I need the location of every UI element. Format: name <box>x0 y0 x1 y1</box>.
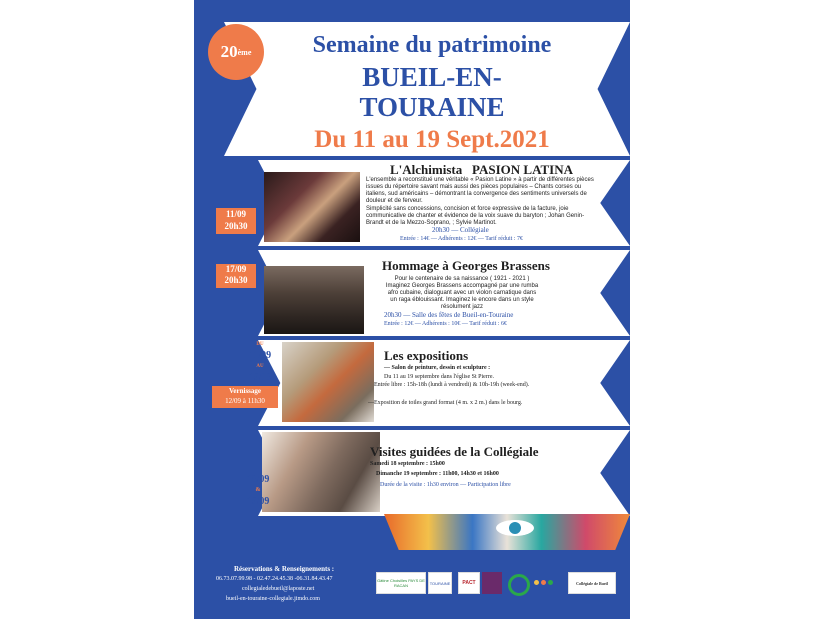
logo-circles-icon <box>530 574 556 590</box>
footer-email: collegialedebueil@laposte.net <box>242 586 315 592</box>
event3-title: Les expositions <box>384 348 469 363</box>
event2-title: Hommage à Georges Brassens <box>382 258 550 273</box>
event4-amp: & <box>255 487 261 493</box>
event4-title: Visites guidées de la Collégiale <box>370 444 539 459</box>
logo1-text: Gâtine Choisilles PAYS DE RACAN <box>377 578 425 588</box>
event3-dates <box>240 339 280 383</box>
footer-title: Réservations & Renseignements : <box>234 565 335 573</box>
badge-sup: ème <box>237 47 252 57</box>
event1-place: 20h30 — Collégiale <box>432 226 489 234</box>
event3-line2: Du 11 au 19 septembre dans l'église St Pierre. <box>384 374 495 380</box>
event1-prices: Entrée : 14€ — Adhérents : 12€ — Tarif réduit : 7€ <box>400 236 523 242</box>
logo-collegiale <box>568 572 616 594</box>
footer-site: bueil-en-touraine-collegiale.jimdo.com <box>226 596 320 602</box>
header-line3: TOURAINE <box>359 92 505 122</box>
logo-gatine-choisilles <box>376 572 426 594</box>
event3-date-from: 11/09 <box>248 350 272 361</box>
event4-date-to: 19/09 <box>246 496 270 507</box>
event2-date: 17/09 <box>225 264 247 274</box>
eye-icon <box>496 520 534 536</box>
event2-time: 20h30 <box>224 275 248 285</box>
event3-line4: —Exposition de toiles grand format (4 m. x 2 m.) dans le bourg. <box>368 400 523 406</box>
event1-time: 20h30 <box>224 221 248 231</box>
event4-date-from: 18/09 <box>246 474 270 485</box>
event4-dates <box>238 474 278 507</box>
badge-number: 20 <box>220 42 238 61</box>
event1-title-left: L'Alchimista <box>390 162 463 177</box>
event2-date-box <box>216 264 256 288</box>
vernissage-label: Vernissage <box>228 387 262 395</box>
logo2-text: TOURAINE <box>429 580 451 586</box>
event4-line3: Durée de la visite : 1h30 environ — Participation libre <box>380 482 511 488</box>
event2-desc: Pour le centenaire de sa naissance ( 1921 - 2021 ) Imaginez Georges Brassens accompagné par une rumba afro cubaine, dialoguant avec un violon carnatique dans un raga éblouissant. Imaginez le encore dans un style résolument jazz <box>385 276 539 310</box>
event1-photo <box>264 172 360 242</box>
header-line1: Semaine du patrimoine <box>312 32 552 58</box>
header-dates: Du 11 au 19 Sept.2021 <box>314 126 550 153</box>
poster <box>194 0 630 619</box>
logo-region-icon <box>482 572 502 594</box>
event2-prices: Entrée : 12€ — Adhérents : 10€ — Tarif réduit : 6€ <box>384 321 507 327</box>
event1-date-box <box>216 208 256 234</box>
vernissage-date: 12/09 à 11h30 <box>225 397 265 405</box>
event3-au: AU <box>256 364 264 369</box>
event3-photo <box>282 342 374 422</box>
logo6-text: Collégiale de Bueil <box>576 580 608 586</box>
logo-touraine <box>428 572 452 594</box>
event4-line2: Dimanche 19 septembre : 11h00, 14h30 et 16h00 <box>376 471 499 477</box>
event4-photo <box>262 432 380 512</box>
event1-date: 11/09 <box>225 209 246 219</box>
event3-line3: Entrée libre : 15h-18h (lundi à vendredi) & 10h-19h (week-end). <box>374 382 530 388</box>
footer-phones: 06.73.07.99.98 - 02.47.24.45.38 -06.31.84.43.47 <box>216 576 333 582</box>
event1-desc1: L'ensemble a reconstitué une véritable « Pasion Latine » à partir de différentes pièces issues du répertoire savant mais aussi des pièces populaires – Chants corses ou italiens, sud américains – démontrant la convergence des sentiments universels de douleur et de ferveur. <box>366 177 594 204</box>
event3-date-to: 19/09 <box>248 372 272 383</box>
logo-swirl-icon <box>508 574 530 596</box>
logo-pact <box>458 572 480 594</box>
header-line2: BUEIL-EN- <box>362 62 502 92</box>
event4-line1: Samedi 18 septembre : 15h00 <box>370 461 445 467</box>
vernissage-box <box>212 386 278 408</box>
event1-desc2: Simplicité sans concessions, concision et force expressive de la facture, joie communicative de chanter et évidence de la voix suave du baryton ; Johan Genin-Brandt et de la Mezzo-Soprano, ; Sylvie Martinot. <box>366 206 585 226</box>
logo3-text: PACT <box>462 580 476 586</box>
event2-place: 20h30 — Salle des fêtes de Bueil-en-Touraine <box>384 311 514 319</box>
event3-du: DU <box>256 342 264 347</box>
event2-photo <box>264 266 364 334</box>
event3-line1: — Salon de peinture, dessin et sculpture : <box>384 365 491 371</box>
event1-title-right: PASION LATINA <box>472 162 574 177</box>
